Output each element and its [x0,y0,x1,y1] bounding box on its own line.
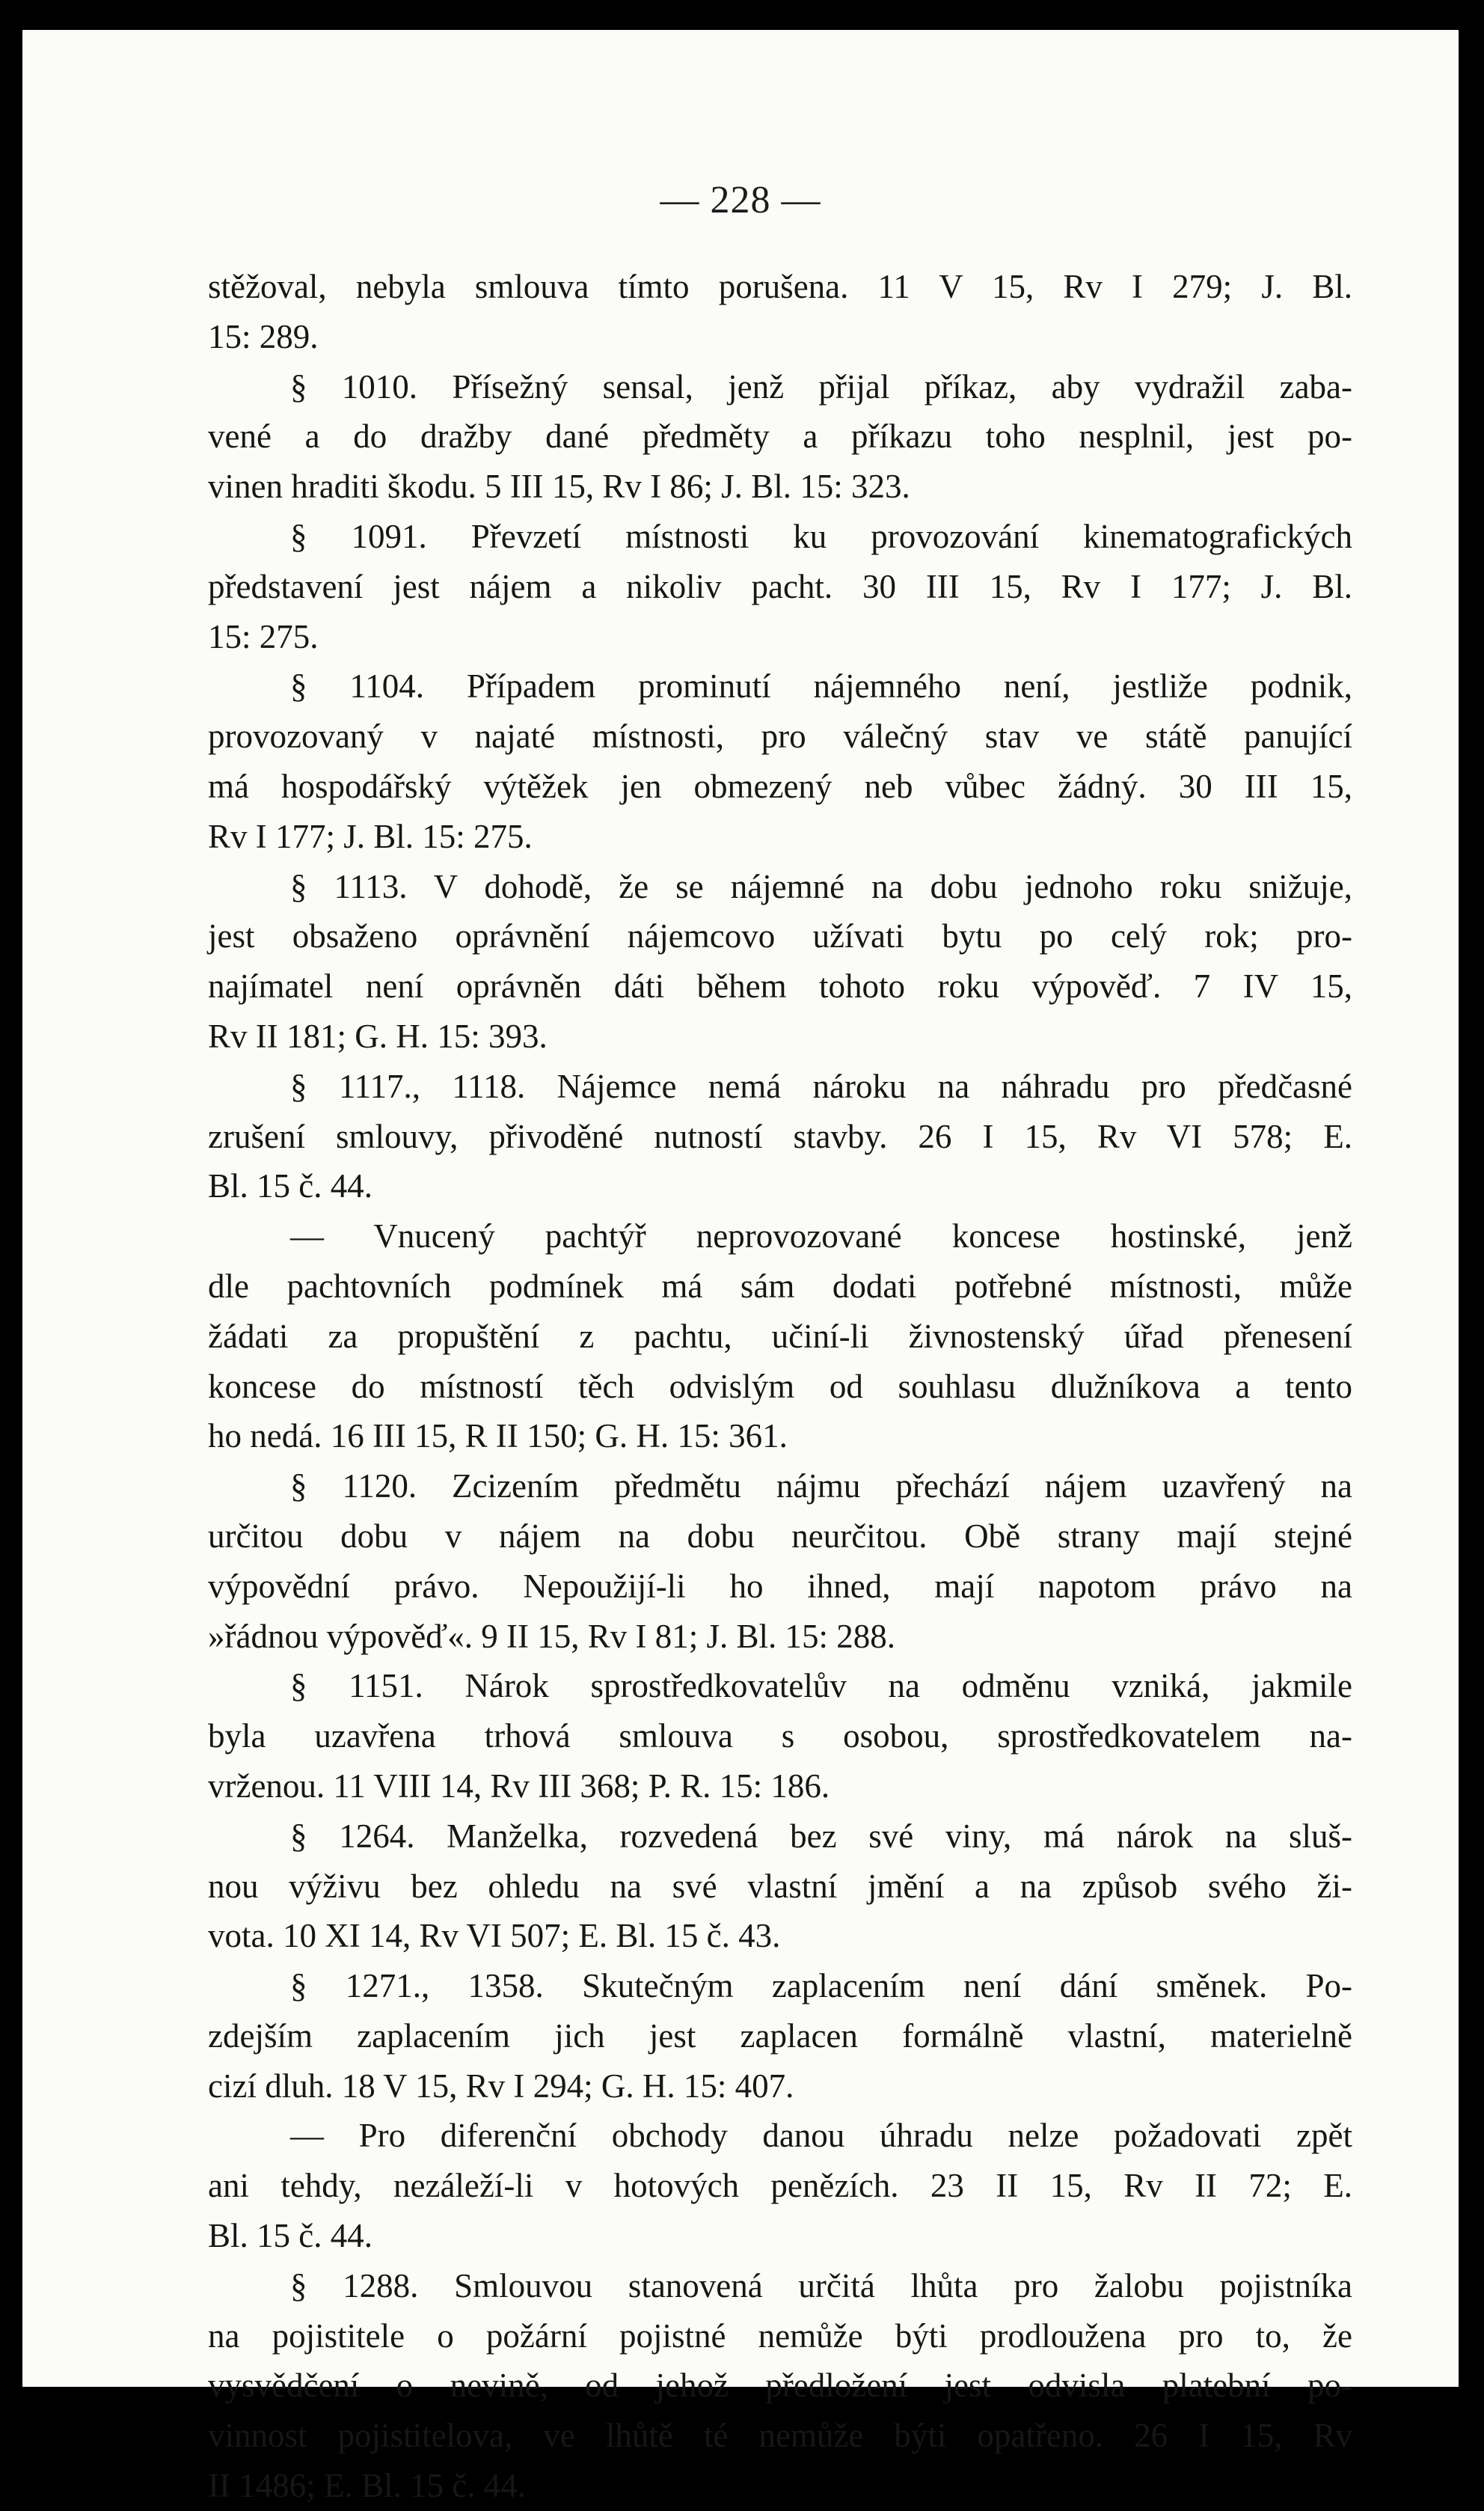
text-line: § 1151. Nárok sprostředkovatelův na odměnu vzniká, jakmile [290,1667,1352,1705]
text-line: ho nedá. 16 III 15, R II 150; G. H. 15: 361. [208,1417,788,1455]
text-line: zrušení smlouvy, přivoděné nutností stavby. 26 I 15, Rv VI 578; E. [208,1117,1352,1155]
text-line: ani tehdy, nezáleží-li v hotových penězích. 23 II 15, Rv II 72; E. [208,2167,1352,2205]
text-line: žádati za propuštění z pachtu, učiní-li živnostenský úřad přenesení [208,1317,1352,1355]
text-line: § 1010. Přísežný sensal, jenž přijal příkaz, aby vydražil zaba- [290,367,1352,406]
text-line: stěžoval, nebyla smlouva tímto porušena. 11 V 15, Rv I 279; J. Bl. [208,268,1352,305]
text-line: — Vnucený pachtýř neprovozované koncese hostinské, jenž [290,1217,1352,1256]
text-line: § 1120. Zcizením předmětu nájmu přechází nájem uzavřený na [290,1467,1352,1505]
text-line: § 1117., 1118. Nájemce nemá nároku na náhradu pro předčasné [290,1067,1352,1105]
text-line: dle pachtovních podmínek má sám dodati potřebné místnosti, může [208,1267,1352,1305]
text-line: Rv I 177; J. Bl. 15: 275. [208,817,533,855]
text-line: vota. 10 XI 14, Rv VI 507; E. Bl. 15 č. 43. [208,1917,781,1955]
text-line: Rv II 181; G. H. 15: 393. [208,1017,548,1055]
text-line: Bl. 15 č. 44. [208,2217,372,2255]
text-line: vinnost pojistitelova, ve lhůtě té nemůže býti opatřeno. 26 I 15, Rv [208,2417,1352,2455]
text-line: »řádnou výpověď«. 9 II 15, Rv I 81; J. Bl. 15: 288. [208,1617,896,1655]
text-line: § 1271., 1358. Skutečným zaplacením není dání směnek. Po- [290,1967,1352,2005]
text-line: II 1486; E. Bl. 15 č. 44. [208,2467,526,2505]
text-line: § 1113. V dohodě, že se nájemné na dobu jednoho roku snižuje, [290,867,1352,905]
text-line: koncese do místností těch odvislým od souhlasu dlužníkova a tento [208,1367,1352,1405]
text-line: provozovaný v najaté místnosti, pro válečný stav ve státě panující [208,718,1352,756]
text-line: § 1091. Převzetí místnosti ku provozování kinematografických [290,517,1352,555]
text-line: § 1264. Manželka, rozvedená bez své viny, má nárok na sluš- [290,1817,1352,1855]
text-line: nou výživu bez ohledu na své vlastní jmění a na způsob svého ži- [208,1867,1352,1905]
text-line: cizí dluh. 18 V 15, Rv I 294; G. H. 15: 407. [208,2067,794,2105]
text-line: vysvědčení o nevině, od jehož předložení jest odvisla platební po- [208,2367,1352,2405]
text-line: § 1104. Případem prominutí nájemného není, jestliže podnik, [290,667,1352,706]
text-line: vené a do dražby dané předměty a příkazu toho nesplnil, jest po- [208,418,1352,456]
text-line: zdejším zaplacením jich jest zaplacen formálně vlastní, materielně [208,2016,1352,2055]
text-line: byla uzavřena trhová smlouva s osobou, sprostředkovatelem na- [208,1717,1352,1755]
text-line: představení jest nájem a nikoliv pacht. 30 III 15, Rv I 177; J. Bl. [208,567,1352,605]
text-line: jest obsaženo oprávnění nájemcovo užívati bytu po celý rok; pro- [208,917,1352,955]
text-line: § 1288. Smlouvou stanovená určitá lhůta pro žalobu pojistníka [290,2266,1352,2304]
body-text [208,262,1352,2511]
text-line: výpovědní právo. Nepoužijí-li ho ihned, mají napotom právo na [208,1567,1352,1605]
book-page [22,30,1459,2505]
text-line: vrženou. 11 VIII 14, Rv III 368; P. R. 15: 186. [208,1767,830,1805]
text-line: vinen hraditi škodu. 5 III 15, Rv I 86; J. Bl. 15: 323. [208,468,910,506]
text-line: 15: 275. [208,617,319,655]
text-line: určitou dobu v nájem na dobu neurčitou. Obě strany mají stejné [208,1517,1352,1555]
text-line: 15: 289. [208,317,319,355]
text-line: Bl. 15 č. 44. [208,1167,372,1205]
text-line: na pojistitele o požární pojistné nemůže býti prodloužena pro to, že [208,2316,1352,2355]
page-number: — 228 — [660,179,821,221]
text-line: — Pro diferenční obchody danou úhradu nelze požadovati zpět [290,2117,1352,2155]
text-line: najímatel není oprávněn dáti během tohoto roku výpověď. 7 IV 15, [208,967,1352,1006]
text-line: má hospodářský výtěžek jen obmezený neb vůbec žádný. 30 III 15, [208,767,1352,805]
